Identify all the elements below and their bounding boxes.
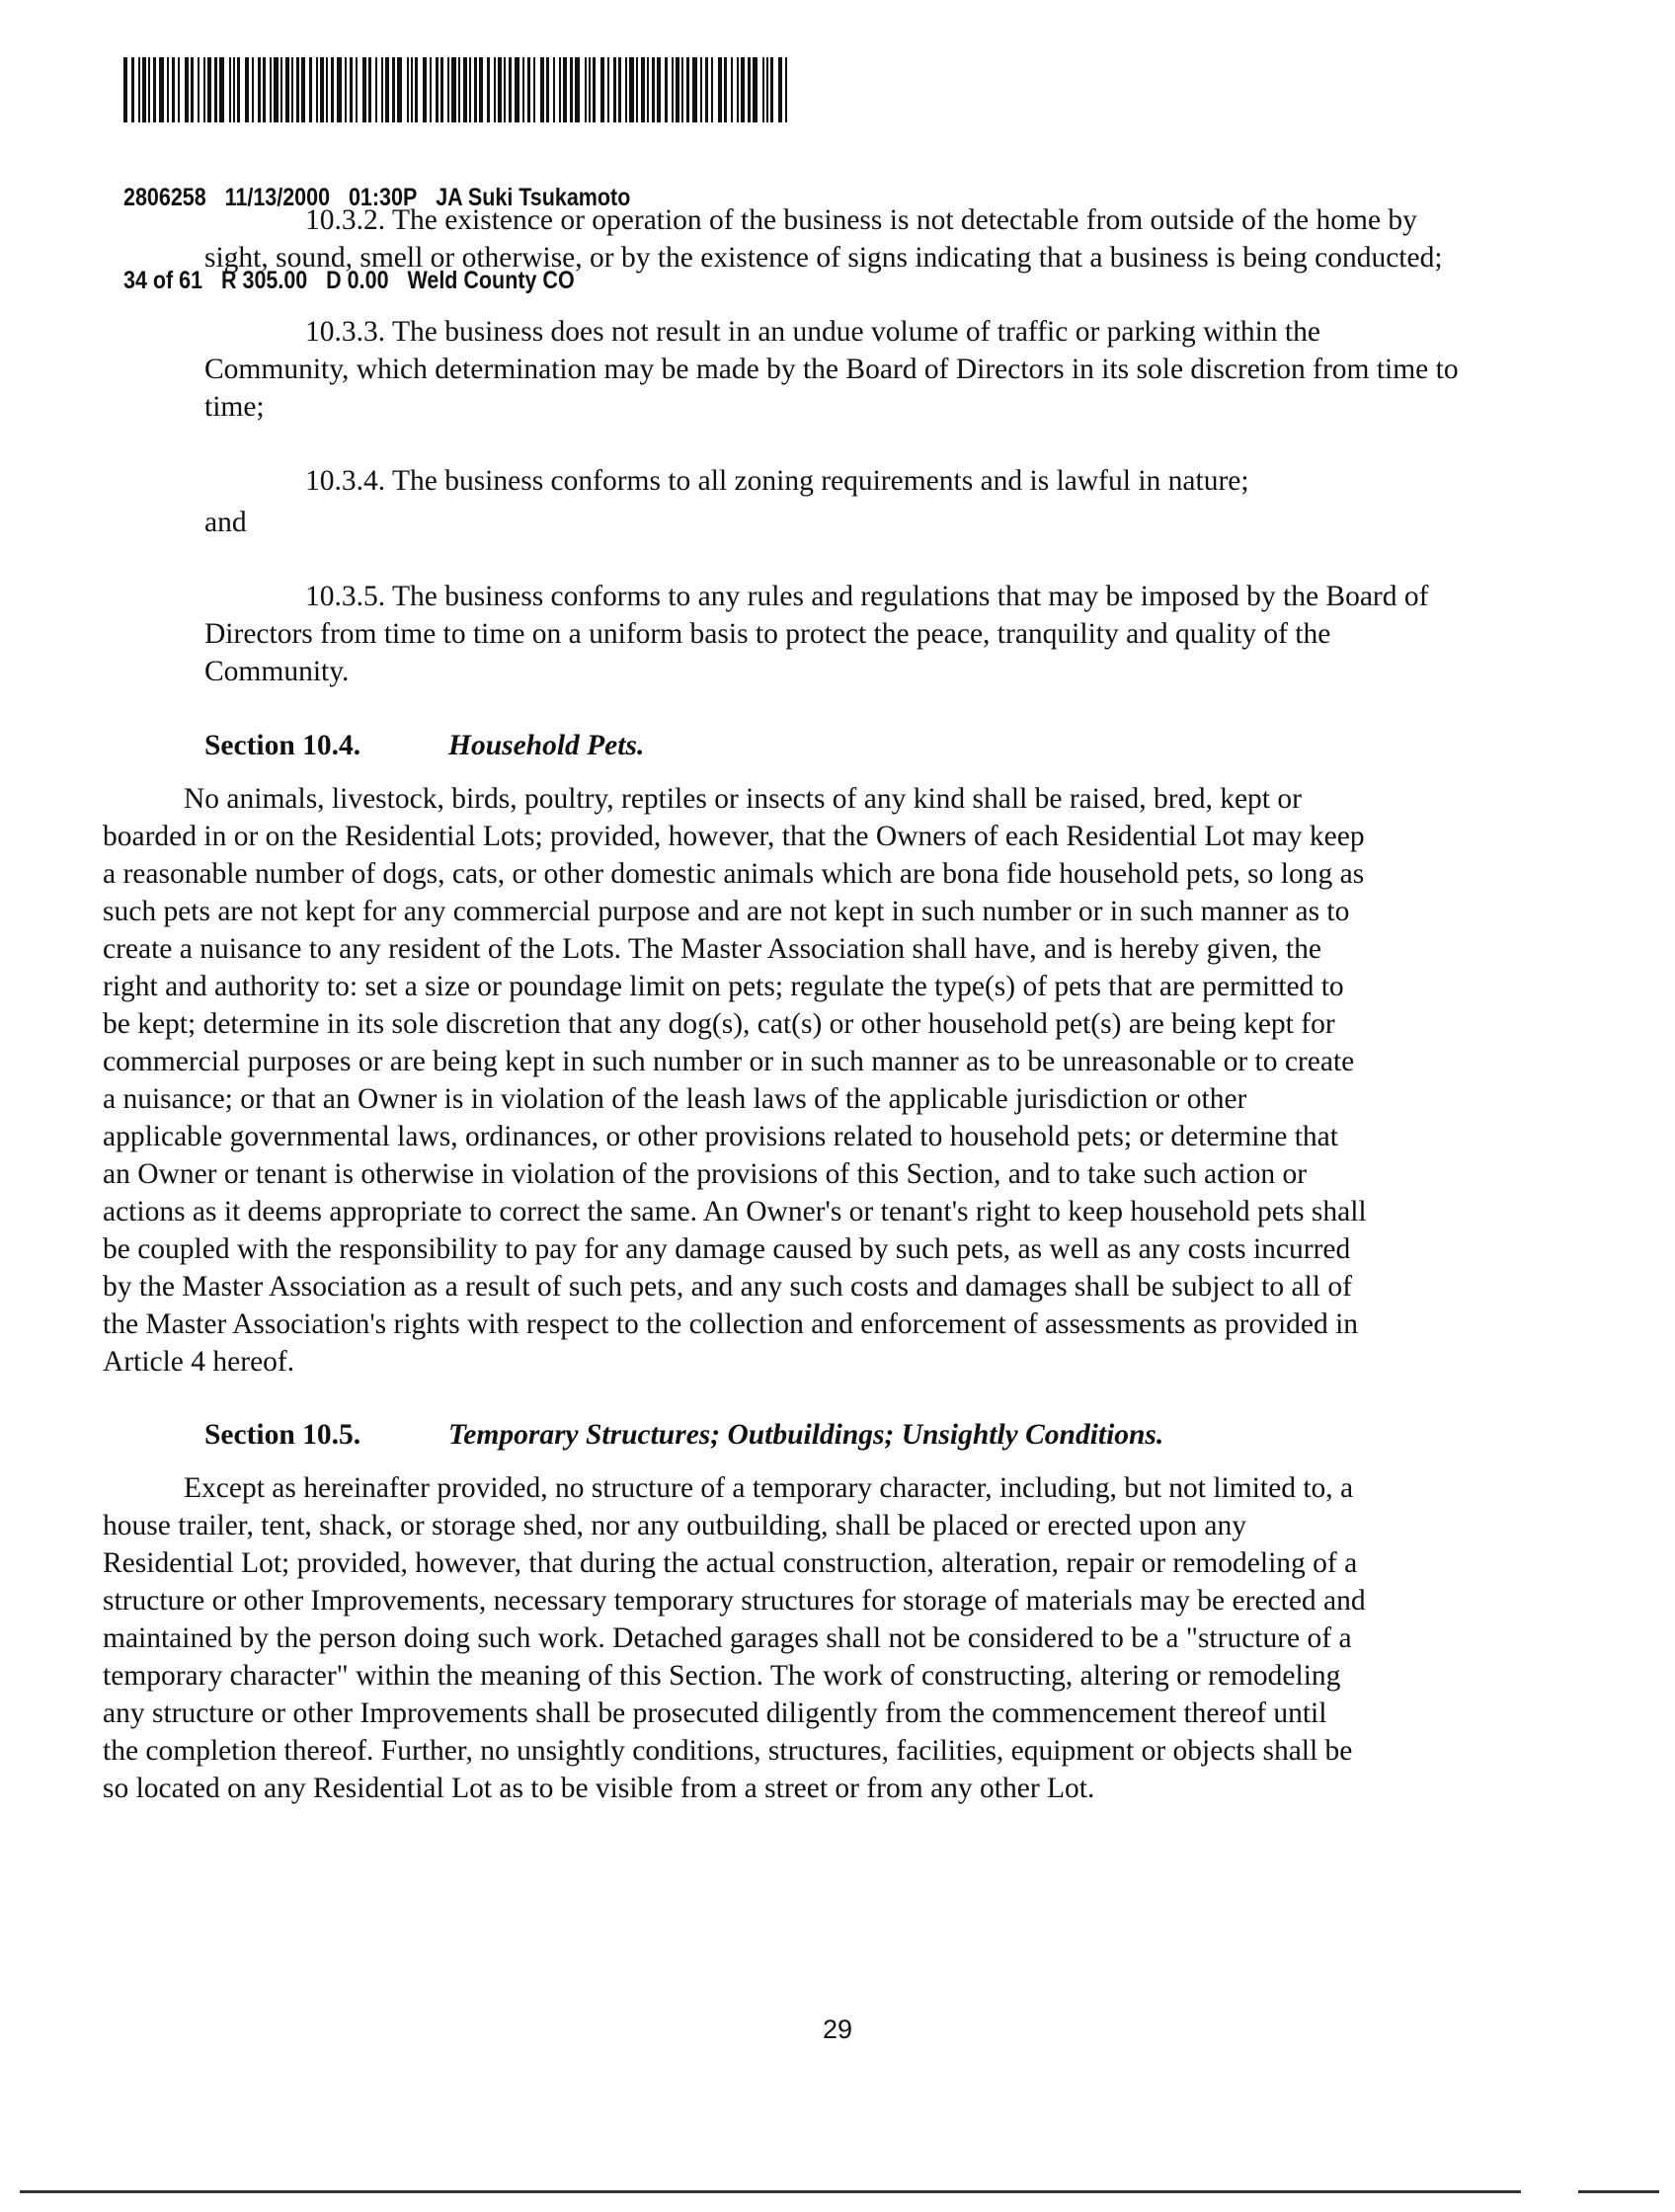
barcode-bar [142, 57, 146, 122]
barcode-bar [214, 57, 217, 122]
barcode-bar [636, 57, 638, 122]
page-number: 29 [822, 2014, 853, 2044]
section-10-5-heading [204, 1416, 1471, 1454]
barcode-bar [392, 57, 395, 122]
footer-rule [20, 2190, 1521, 2193]
barcode-bar [494, 57, 496, 122]
section-10-5-body: Except as hereinafter provided, no structure of a temporary character, including, but not limited to, a house trailer, tent, shack, or storage shed, nor any outbuilding, shall be placed or erected upon any Residential Lot; provided, however, that during the actual construction, alteration, repair or remodeling of a structure or other Improvements, necessary temporary structures for storage of materials may be erected and maintained by the person doing such work. Detached garages shall not be considered to be a "structure of a temporary character" within the meaning of this Section. The work of constructing, altering or remodeling any structure or other Improvements shall be prosecuted diligently from the commencement thereof until the completion thereof. Further, no unsightly conditions, structures, facilities, equipment or objects shall be so located on any Residential Lot as to be visible from a street or from any other Lot. [103, 1472, 1366, 1804]
section-title: Temporary Structures; Outbuildings; Unsightly Conditions. [448, 1419, 1164, 1451]
barcode-bar [785, 57, 787, 122]
barcode-bar [509, 57, 512, 122]
barcode-bar [686, 57, 689, 122]
barcode-bar [778, 57, 782, 122]
barcode-bar [463, 57, 467, 122]
barcode-bar [741, 57, 745, 122]
barcode-bar [331, 57, 334, 122]
footer-rule-right [1578, 2190, 1659, 2193]
barcode-bar [641, 57, 645, 122]
barcode-bar [138, 57, 140, 122]
barcode-bar [652, 57, 655, 122]
barcode-bar [320, 57, 324, 122]
barcode-bar [479, 57, 483, 122]
barcode-bar [407, 57, 409, 122]
paragraph-10-3-4: 10.3.4. The business conforms to all zoning requirements and is lawful in nature; [305, 465, 1249, 497]
barcode-bar [672, 57, 674, 122]
barcode-bar [167, 57, 169, 122]
barcode-bar [316, 57, 318, 122]
barcode-bar [362, 57, 366, 122]
barcode-bar [229, 57, 231, 122]
barcode-bar [381, 57, 383, 122]
barcode-bar [296, 57, 299, 122]
barcode-bar [198, 57, 199, 122]
barcode-bar [546, 57, 549, 122]
barcode-bar [515, 57, 519, 122]
barcode-bar [553, 57, 555, 122]
barcode-bar [153, 57, 156, 122]
section-title: Household Pets. [448, 730, 645, 761]
barcode-bar [252, 57, 254, 122]
barcode-bar [665, 57, 668, 122]
barcode-bar [245, 57, 249, 122]
barcode-bar [676, 57, 679, 122]
document-number: 2806258 [123, 184, 206, 211]
barcode-bar [178, 57, 180, 122]
barcode-bar [172, 57, 175, 122]
barcode-bar [474, 57, 477, 122]
recorded-time: 01:30P [348, 184, 418, 211]
barcode-bar [540, 57, 544, 122]
barcode-bar [766, 57, 768, 122]
barcode-bar [423, 57, 427, 122]
paragraph-10-3-3: 10.3.3. The business does not result in an undue volume of traffic or parking within the Community, which determination may be made by the Board of Directors in its sole discretion from time to time; [204, 316, 1459, 423]
barcode-bar [237, 57, 240, 122]
barcode-bar [575, 57, 580, 122]
barcode-bar [397, 57, 402, 122]
barcode-bar [487, 57, 490, 122]
barcode-bar [451, 57, 456, 122]
barcode-bar [613, 57, 616, 122]
barcode-bar [737, 57, 739, 122]
section-10-4-heading [204, 727, 1471, 764]
barcode-bar [285, 57, 289, 122]
barcode-bar [563, 57, 567, 122]
barcode-bar [748, 57, 751, 122]
barcode-bar [469, 57, 471, 122]
barcode-bar [625, 57, 627, 122]
paragraph-10-3-2: 10.3.2. The existence or operation of the business is not detectable from outside of the home by sight, sound, smell or otherwise, or by the existence of signs indicating that a business is being conducted; [204, 204, 1443, 274]
barcode-bar [681, 57, 683, 122]
barcode-bar [458, 57, 460, 122]
barcode-bar [711, 57, 713, 122]
paragraph-10-3-5: 10.3.5. The business conforms to any rules and regulations that may be imposed by the Board of Directors from time to time on a uniform basis to protect the peace, tranquility and quality of the Community. [204, 581, 1429, 687]
barcode-bar [207, 57, 211, 122]
barcode-bar [600, 57, 604, 122]
barcode-bar [415, 57, 418, 122]
barcode-bar [263, 57, 266, 122]
barcode-bar [498, 57, 502, 122]
barcode-bar [770, 57, 773, 122]
barcode-bar [692, 57, 697, 122]
barcode-bar [258, 57, 261, 122]
barcode-bar [436, 57, 439, 122]
barcode-bar [607, 57, 609, 122]
page-of: 34 of 61 [123, 267, 203, 294]
barcode-bar [368, 57, 371, 122]
barcode-bar [301, 57, 305, 122]
barcode-bar [430, 57, 432, 122]
barcode-bar [570, 57, 573, 122]
barcode-bar [753, 57, 758, 122]
fee-r: R 305.00 [220, 267, 308, 294]
fee-d: D 0.00 [326, 267, 389, 294]
barcode-bar [589, 57, 591, 122]
barcode-bar [291, 57, 293, 122]
barcode-bar [762, 57, 764, 122]
barcode-bar [131, 57, 134, 122]
barcode-bar [270, 57, 272, 122]
section-number: Section 10.4. [204, 730, 361, 761]
barcode-bar [185, 57, 189, 122]
barcode-bar [350, 57, 353, 122]
barcode-bar [618, 57, 621, 122]
barcode-bar [309, 57, 312, 122]
recording-barcode [123, 57, 795, 122]
recorded-date: 11/13/2000 [224, 184, 331, 211]
barcode-bar [280, 57, 282, 122]
barcode-bar [559, 57, 561, 122]
section-10-4-body: No animals, livestock, birds, poultry, reptiles or insects of any kind shall be raised, bred, kept or boarded in or on the Residential Lots; provided, however, that the Owners of each Residential Lot may keep a reasonable number of dogs, cats, or other domestic animals which are bona fide household pets, so long as such pets are not kept for any commercial purpose and are not kept in such number or in such manner as to create a nuisance to any resident of the Lots. The Master Association shall have, and is hereby given, the right and authority to: set a size or poundage limit on pets; regulate the type(s) of pets that are permitted to be kept; determine in its sole discretion that any dog(s), cat(s) or other household pet(s) are being kept for commercial purposes or are being kept in such number or in such manner as to be unreasonable or to create a nuisance; or that an Owner is in violation of the leash laws of the applicable jurisdiction or other applicable governmental laws, ordinances, or other provisions related to household pets; or determine that an Owner or tenant is otherwise in violation of the provisions of this Section, and to take such action or actions as it deems appropriate to correct the same. An Owner's or tenant's right to keep household pets shall be coupled with the responsibility to pay for any damage caused by such pets, as well as any costs incurred by the Master Association as a result of such pets, and any such costs and damages shall be subject to all of the Master Association's rights with respect to the collection and enforcement of assessments as provided in Article 4 hereof. [103, 783, 1367, 1378]
barcode-bar [326, 57, 328, 122]
barcode-bar [504, 57, 506, 122]
county: Weld County CO [407, 267, 575, 294]
barcode-bar [440, 57, 443, 122]
barcode-bar [718, 57, 722, 122]
barcode-bar [274, 57, 279, 122]
barcode-bar [191, 57, 194, 122]
barcode-bar [700, 57, 702, 122]
barcode-bar [657, 57, 661, 122]
barcode-bar [219, 57, 224, 122]
barcode-bar [447, 57, 449, 122]
barcode-bar [585, 57, 587, 122]
paragraph-10-3-4-and: and [204, 507, 247, 538]
barcode-bar [385, 57, 389, 122]
recorder-name: JA Suki Tsukamoto [436, 184, 631, 211]
section-number: Section 10.5. [204, 1419, 361, 1451]
barcode-bar [593, 57, 596, 122]
barcode-bar [345, 57, 347, 122]
barcode-bar [375, 57, 377, 122]
barcode-bar [123, 57, 127, 122]
barcode-bar [705, 57, 708, 122]
barcode-bar [148, 57, 150, 122]
barcode-bar [629, 57, 634, 122]
barcode-bar [203, 57, 205, 122]
barcode-bar [159, 57, 164, 122]
barcode-bar [522, 57, 524, 122]
barcode-bar [527, 57, 530, 122]
barcode-bar [356, 57, 358, 122]
barcode-bar [647, 57, 649, 122]
barcode-bar [724, 57, 727, 122]
barcode-bar [337, 57, 342, 122]
barcode-bar [533, 57, 535, 122]
barcode-bar [411, 57, 413, 122]
barcode-bar [233, 57, 235, 122]
barcode-bar [731, 57, 733, 122]
